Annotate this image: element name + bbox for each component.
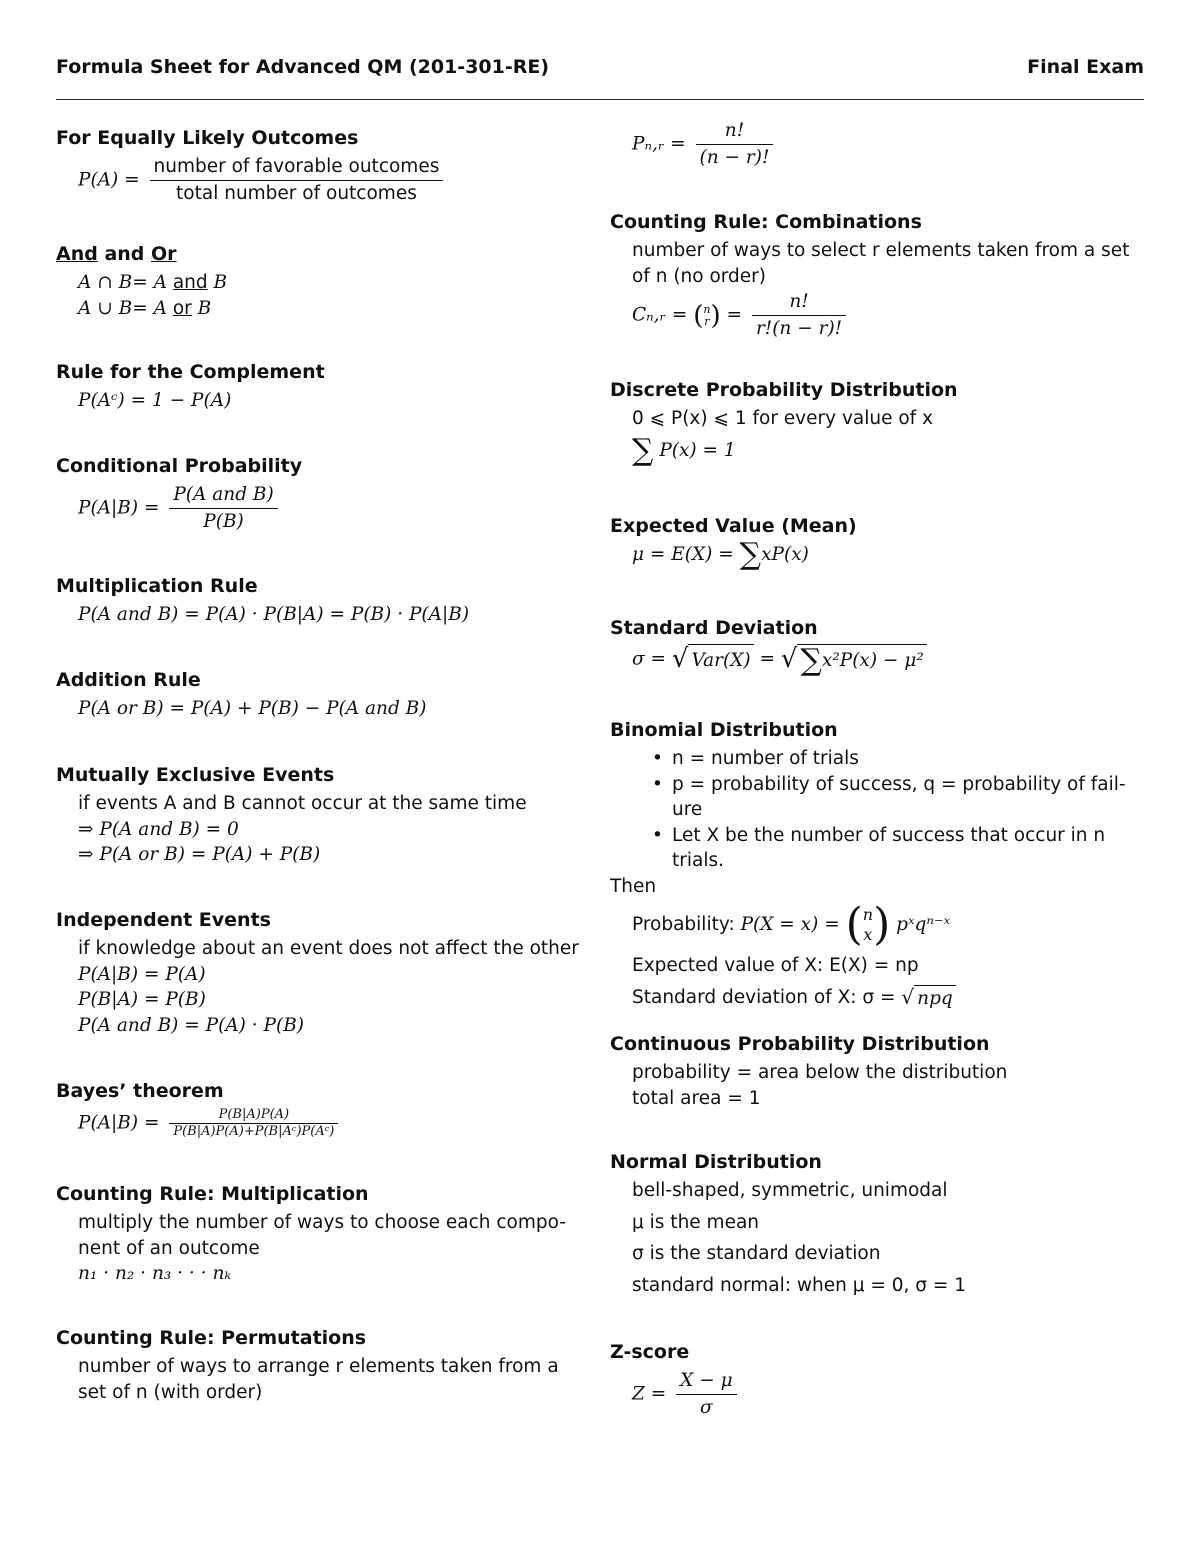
formula: P(B|A) = P(B) (78, 989, 206, 1010)
section-binomial (610, 718, 1146, 1010)
formula: P(A and B) = P(A) · P(B|A) = P(B) · P(A|B) (78, 604, 470, 625)
section-conditional (56, 454, 596, 535)
section-z-score (610, 1340, 1146, 1421)
text-line: standard normal: when μ = 0, σ = 1 (632, 1274, 967, 1296)
square-root: √ npq (901, 985, 955, 1010)
binomial-expected-value: Expected value of X: E(X) = np (632, 955, 919, 976)
section-heading: Counting Rule: Combinations (610, 211, 922, 233)
text-line: if knowledge about an event does not affect the other (78, 938, 579, 959)
formula: ∑ P(x) = 1 (632, 432, 736, 468)
text-line: 0 ⩽ P(x) ⩽ 1 for every value of x (632, 408, 934, 429)
binomial-probability: Probability: P(X = x) = ( n x ) pˣqⁿ⁻ˣ (632, 899, 951, 950)
then-label: Then (610, 875, 657, 897)
section-heading: Z-score (610, 1341, 690, 1363)
section-heading: For Equally Likely Outcomes (56, 127, 359, 149)
bullet-item: • Let X be the number of success that occur in n trials. (672, 823, 1146, 874)
section-standard-deviation (610, 616, 1146, 678)
text-line: σ is the standard deviation (632, 1243, 881, 1264)
section-multiplication (56, 574, 596, 628)
formula: n₁ · n₂ · n₃ · · · nₖ (78, 1263, 232, 1284)
fraction: $\frac{P(B|A)P(A)}{\text{P(B|A)P(A)+P(B|Aᶜ)P(Aᶜ)}}$ (169, 1107, 338, 1140)
section-mutually-exclusive (56, 763, 596, 868)
intersection-line: A ∩ B= A and B (78, 272, 228, 293)
summation-icon: ∑ (800, 643, 822, 678)
formula: μ = E(X) = ∑xP(x) (632, 537, 809, 572)
section-independent (56, 908, 596, 1038)
section-continuous (610, 1032, 1146, 1111)
formula: P(Aᶜ) = 1 − P(A) (78, 390, 232, 411)
square-root: √ ∑x²P(x) − μ² (781, 644, 927, 675)
binomial-bullets (610, 746, 1146, 874)
text-line: bell-shaped, symmetric, unimodal (632, 1180, 948, 1201)
formula: ⇒ P(A or B) = P(A) + P(B) (78, 844, 321, 865)
text-line: μ is the mean (632, 1211, 760, 1233)
fraction (150, 154, 444, 207)
section-heading: And and Or (56, 243, 177, 265)
formula: Z = $\frac{X - \mu}{\sigma}$ (610, 1368, 1146, 1421)
formula: Pₙ,ᵣ = $\frac{n!}{(n - r)!}$ (610, 118, 1146, 171)
formula: P(A and B) = P(A) · P(B) (78, 1014, 305, 1036)
section-heading: Counting Rule: Multiplication (56, 1183, 369, 1205)
section-heading: Normal Distribution (610, 1151, 822, 1173)
section-heading: Rule for the Complement (56, 361, 325, 383)
header-divider (56, 99, 1144, 100)
section-addition (56, 668, 596, 722)
section-combinations (610, 210, 1146, 342)
section-heading: Discrete Probability Distribution (610, 379, 958, 401)
numerator: number of favorable outcomes (150, 154, 444, 181)
section-heading: Standard Deviation (610, 617, 818, 639)
section-heading: Bayes’ theorem (56, 1080, 224, 1102)
formula: P(A|B) = $\frac{P(B|A)P(A)}{\text{P(B|A)P(A)+P(B|Aᶜ)P(Aᶜ)}}$ (56, 1107, 596, 1140)
section-bayes (56, 1079, 596, 1140)
denominator: total number of outcomes (176, 183, 417, 204)
summation-icon: ∑ (632, 432, 654, 468)
text-line: total area = 1 (632, 1087, 761, 1109)
union-line: A ∪ B= A or B (78, 297, 212, 319)
section-equally-likely (56, 126, 596, 207)
formula-lhs: P(A) = (78, 169, 140, 191)
formula: P(A|B) = P(A) (78, 963, 206, 985)
bullet-item: • n = number of trials (672, 746, 1146, 772)
section-heading: Conditional Probability (56, 455, 303, 477)
section-heading: Expected Value (Mean) (610, 515, 857, 537)
section-counting-multiplication (56, 1182, 596, 1287)
text-line: of n (no order) (632, 265, 767, 287)
fraction: $\frac{\text{P(A and B)}}{P(B)}$ (169, 482, 277, 535)
summation-icon: ∑ (739, 537, 762, 572)
text-line: number of ways to arrange r elements taken from a (78, 1356, 559, 1377)
text-line: if events A and B cannot occur at the same time (78, 793, 527, 814)
sheet-title: Formula Sheet for Advanced QM (201-301-RE) (56, 56, 550, 78)
formula: P(A|B) = $\frac{\text{P(A and B)}}{P(B)}$ (56, 482, 596, 535)
formula: P(A or B) = P(A) + P(B) − P(A and B) (78, 698, 427, 719)
square-root: √ Var(X) (672, 644, 754, 675)
section-heading: Continuous Probability Distribution (610, 1033, 990, 1055)
section-and-or (56, 242, 596, 321)
formula: σ = √ Var(X) = √ ∑x²P(x) − μ² (610, 644, 1146, 675)
exam-label: Final Exam (1027, 56, 1144, 78)
section-counting-permutations (56, 1326, 596, 1405)
section-heading: Binomial Distribution (610, 719, 838, 741)
fraction: $\frac{n!}{r!(n - r)!}$ (752, 289, 846, 342)
section-heading: Multiplication Rule (56, 575, 258, 597)
section-normal (610, 1150, 1146, 1298)
text-line: nent of an outcome (78, 1237, 260, 1259)
section-discrete (610, 378, 1146, 468)
section-heading: Addition Rule (56, 669, 201, 691)
formula (56, 154, 596, 207)
text-line: number of ways to select r elements taken from a set (632, 240, 1130, 261)
section-expected-value (610, 514, 1146, 572)
fraction: $\frac{X - \mu}{\sigma}$ (676, 1368, 736, 1421)
formula: ⇒ P(A and B) = 0 (78, 818, 239, 840)
text-line: set of n (with order) (78, 1381, 263, 1403)
text-line: multiply the number of ways to choose each compo- (78, 1212, 566, 1233)
binomial-coefficient: ( n x ) (845, 899, 891, 950)
binomial-std-dev: Standard deviation of X: σ = √ npq (610, 985, 1146, 1011)
permutation-formula (610, 118, 1146, 171)
section-heading: Mutually Exclusive Events (56, 764, 335, 786)
section-heading: Independent Events (56, 909, 271, 931)
fraction: $\frac{n!}{(n - r)!}$ (696, 118, 774, 171)
formula: Cₙ,ᵣ = ( n r ) = $\frac{n!}{r!(n - r)!}$ (610, 289, 1146, 342)
text-line: probability = area below the distribution (632, 1062, 1008, 1083)
binomial-coefficient: ( n r ) (693, 300, 721, 331)
bullet-item: • p = probability of success, q = probability of fail-ure (672, 772, 1146, 823)
section-complement (56, 360, 596, 414)
section-heading: Counting Rule: Permutations (56, 1327, 367, 1349)
